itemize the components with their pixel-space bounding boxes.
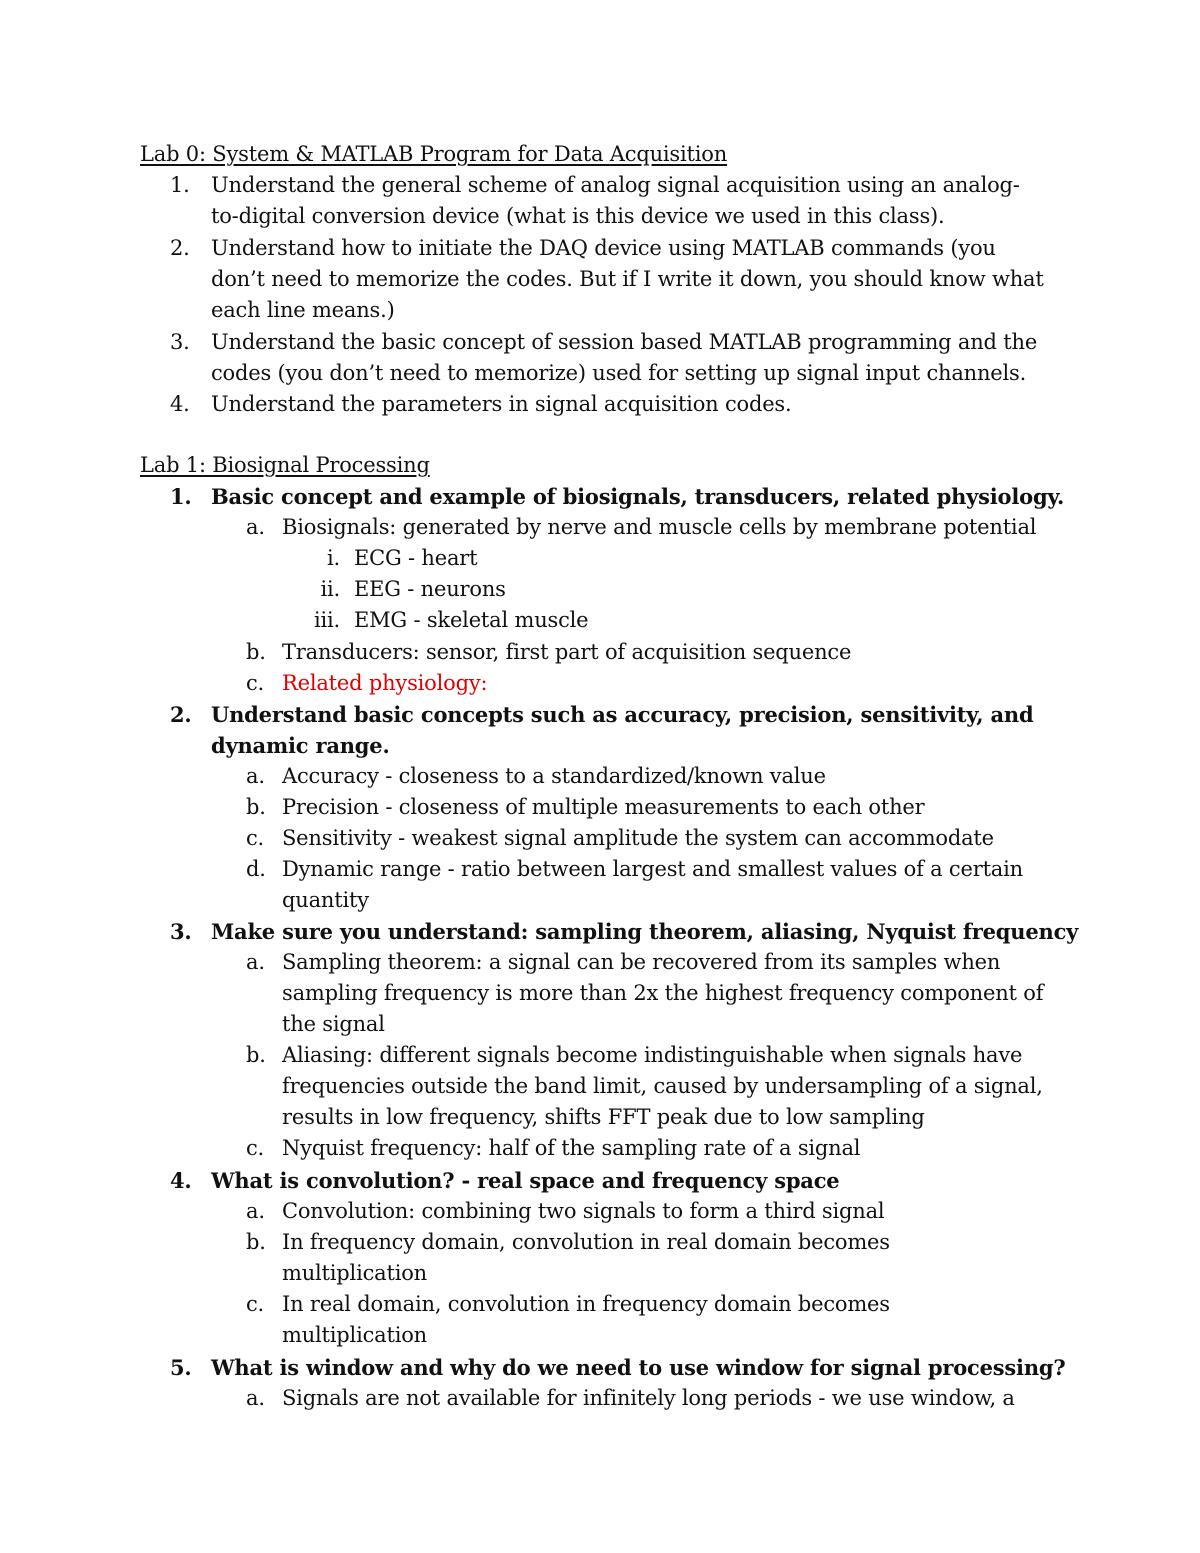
lab1-item-2c-marker: c. [246, 826, 265, 850]
lab1-item-1-marker: 1. [170, 484, 192, 509]
lab1-item-4b-marker: b. [246, 1230, 266, 1254]
lab1-item-1c-marker: c. [246, 671, 265, 695]
lab1-item-2d-line-2: quantity [282, 888, 369, 912]
lab1-item-3b-line-3: results in low frequency, shifts FFT peak due to low sampling [282, 1105, 925, 1129]
lab1-item-4-line-1: What is convolution? - real space and frequency space [211, 1168, 840, 1193]
lab1-item-1b-text: Transducers: sensor, first part of acquisition sequence [282, 640, 852, 664]
lab1-item-4a-line-1: Convolution: combining two signals to form a third signal [282, 1199, 885, 1223]
lab0-heading: Lab 0: System & MATLAB Program for Data Acquisition [140, 142, 728, 166]
lab1-item-4c-marker: c. [246, 1292, 265, 1316]
lab1-item-4c-line-1: In real domain, convolution in frequency domain becomes [282, 1292, 890, 1316]
lab1-item-4-marker: 4. [170, 1168, 192, 1193]
lab1-item-2-line-1: Understand basic concepts such as accuracy, precision, sensitivity, and [211, 702, 1034, 727]
lab1-item-5a-marker: a. [246, 1386, 265, 1410]
lab1-item-1a-i-text: ECG - heart [354, 546, 478, 570]
lab0-item-1-line-2: to-digital conversion device (what is this device we used in this class). [211, 204, 945, 228]
lab0-item-2-line-1: Understand how to initiate the DAQ device using MATLAB commands (you [211, 236, 996, 260]
lab1-item-1a-i-marker: i. [327, 546, 340, 570]
lab1-item-3a-marker: a. [246, 950, 265, 974]
lab1-item-3c-line-1: Nyquist frequency: half of the sampling rate of a signal [282, 1136, 861, 1160]
lab1-item-2b-marker: b. [246, 795, 266, 819]
lab1-item-3b-line-1: Aliasing: different signals become indistinguishable when signals have [282, 1043, 1023, 1067]
lab1-item-2-marker: 2. [170, 702, 192, 727]
lab1-item-1b-marker: b. [246, 640, 266, 664]
lab1-item-3a-line-3: the signal [282, 1012, 385, 1036]
lab1-item-3a-line-1: Sampling theorem: a signal can be recovered from its samples when [282, 950, 1001, 974]
lab0-item-3-line-2: codes (you don’t need to memorize) used for setting up signal input channels. [211, 361, 1027, 385]
lab1-item-4a-marker: a. [246, 1199, 265, 1223]
lab1-item-5-line-1: What is window and why do we need to use window for signal processing? [211, 1355, 1066, 1380]
lab1-item-1a-iii-text: EMG - skeletal muscle [354, 608, 589, 632]
lab1-item-2-line-2: dynamic range. [211, 733, 390, 758]
lab0-item-2-line-2: don’t need to memorize the codes. But if I write it down, you should know what [211, 267, 1044, 291]
lab1-item-3-marker: 3. [170, 919, 192, 944]
lab1-item-1a-ii-text: EEG - neurons [354, 577, 506, 601]
lab1-item-2a-marker: a. [246, 764, 265, 788]
lab1-item-5a-line-1: Signals are not available for infinitely long periods - we use window, a [282, 1386, 1015, 1410]
lab0-item-2-line-3: each line means.) [211, 298, 395, 322]
lab1-item-2b-line-1: Precision - closeness of multiple measurements to each other [282, 795, 925, 819]
lab1-item-5-marker: 5. [170, 1355, 192, 1380]
lab0-item-4-marker: 4. [170, 392, 190, 416]
lab1-item-2a-line-1: Accuracy - closeness to a standardized/known value [282, 764, 826, 788]
lab1-item-1a-ii-marker: ii. [320, 577, 340, 601]
lab1-item-3c-marker: c. [246, 1136, 265, 1160]
lab0-item-3-marker: 3. [170, 330, 190, 354]
lab0-item-1-marker: 1. [170, 173, 190, 197]
lab1-item-1a-text: Biosignals: generated by nerve and muscle cells by membrane potential [282, 515, 1037, 539]
lab1-heading: Lab 1: Biosignal Processing [140, 453, 430, 477]
lab0-item-2-marker: 2. [170, 236, 190, 260]
lab1-item-3a-line-2: sampling frequency is more than 2x the highest frequency component of [282, 981, 1044, 1005]
lab1-item-3b-marker: b. [246, 1043, 266, 1067]
lab1-item-2d-line-1: Dynamic range - ratio between largest and smallest values of a certain [282, 857, 1023, 881]
lab0-item-1-line-1: Understand the general scheme of analog signal acquisition using an analog- [211, 173, 1020, 197]
lab1-item-3b-line-2: frequencies outside the band limit, caused by undersampling of a signal, [282, 1074, 1043, 1098]
lab0-item-4-line-1: Understand the parameters in signal acquisition codes. [211, 392, 792, 416]
lab0-item-3-line-1: Understand the basic concept of session based MATLAB programming and the [211, 330, 1038, 354]
lab1-item-2c-line-1: Sensitivity - weakest signal amplitude the system can accommodate [282, 826, 994, 850]
lab1-item-4b-line-2: multiplication [282, 1261, 427, 1285]
lab1-item-2d-marker: d. [246, 857, 266, 881]
lab1-item-1a-marker: a. [246, 515, 265, 539]
lab1-item-3-line-1: Make sure you understand: sampling theorem, aliasing, Nyquist frequency [211, 919, 1079, 944]
lab1-item-4c-line-2: multiplication [282, 1323, 427, 1347]
lab1-item-1a-iii-marker: iii. [313, 608, 340, 632]
lab1-item-4b-line-1: In frequency domain, convolution in real domain becomes [282, 1230, 890, 1254]
lab1-item-1-line-1: Basic concept and example of biosignals, transducers, related physiology. [211, 484, 1065, 509]
lab1-item-1c-text: Related physiology: [282, 671, 488, 695]
